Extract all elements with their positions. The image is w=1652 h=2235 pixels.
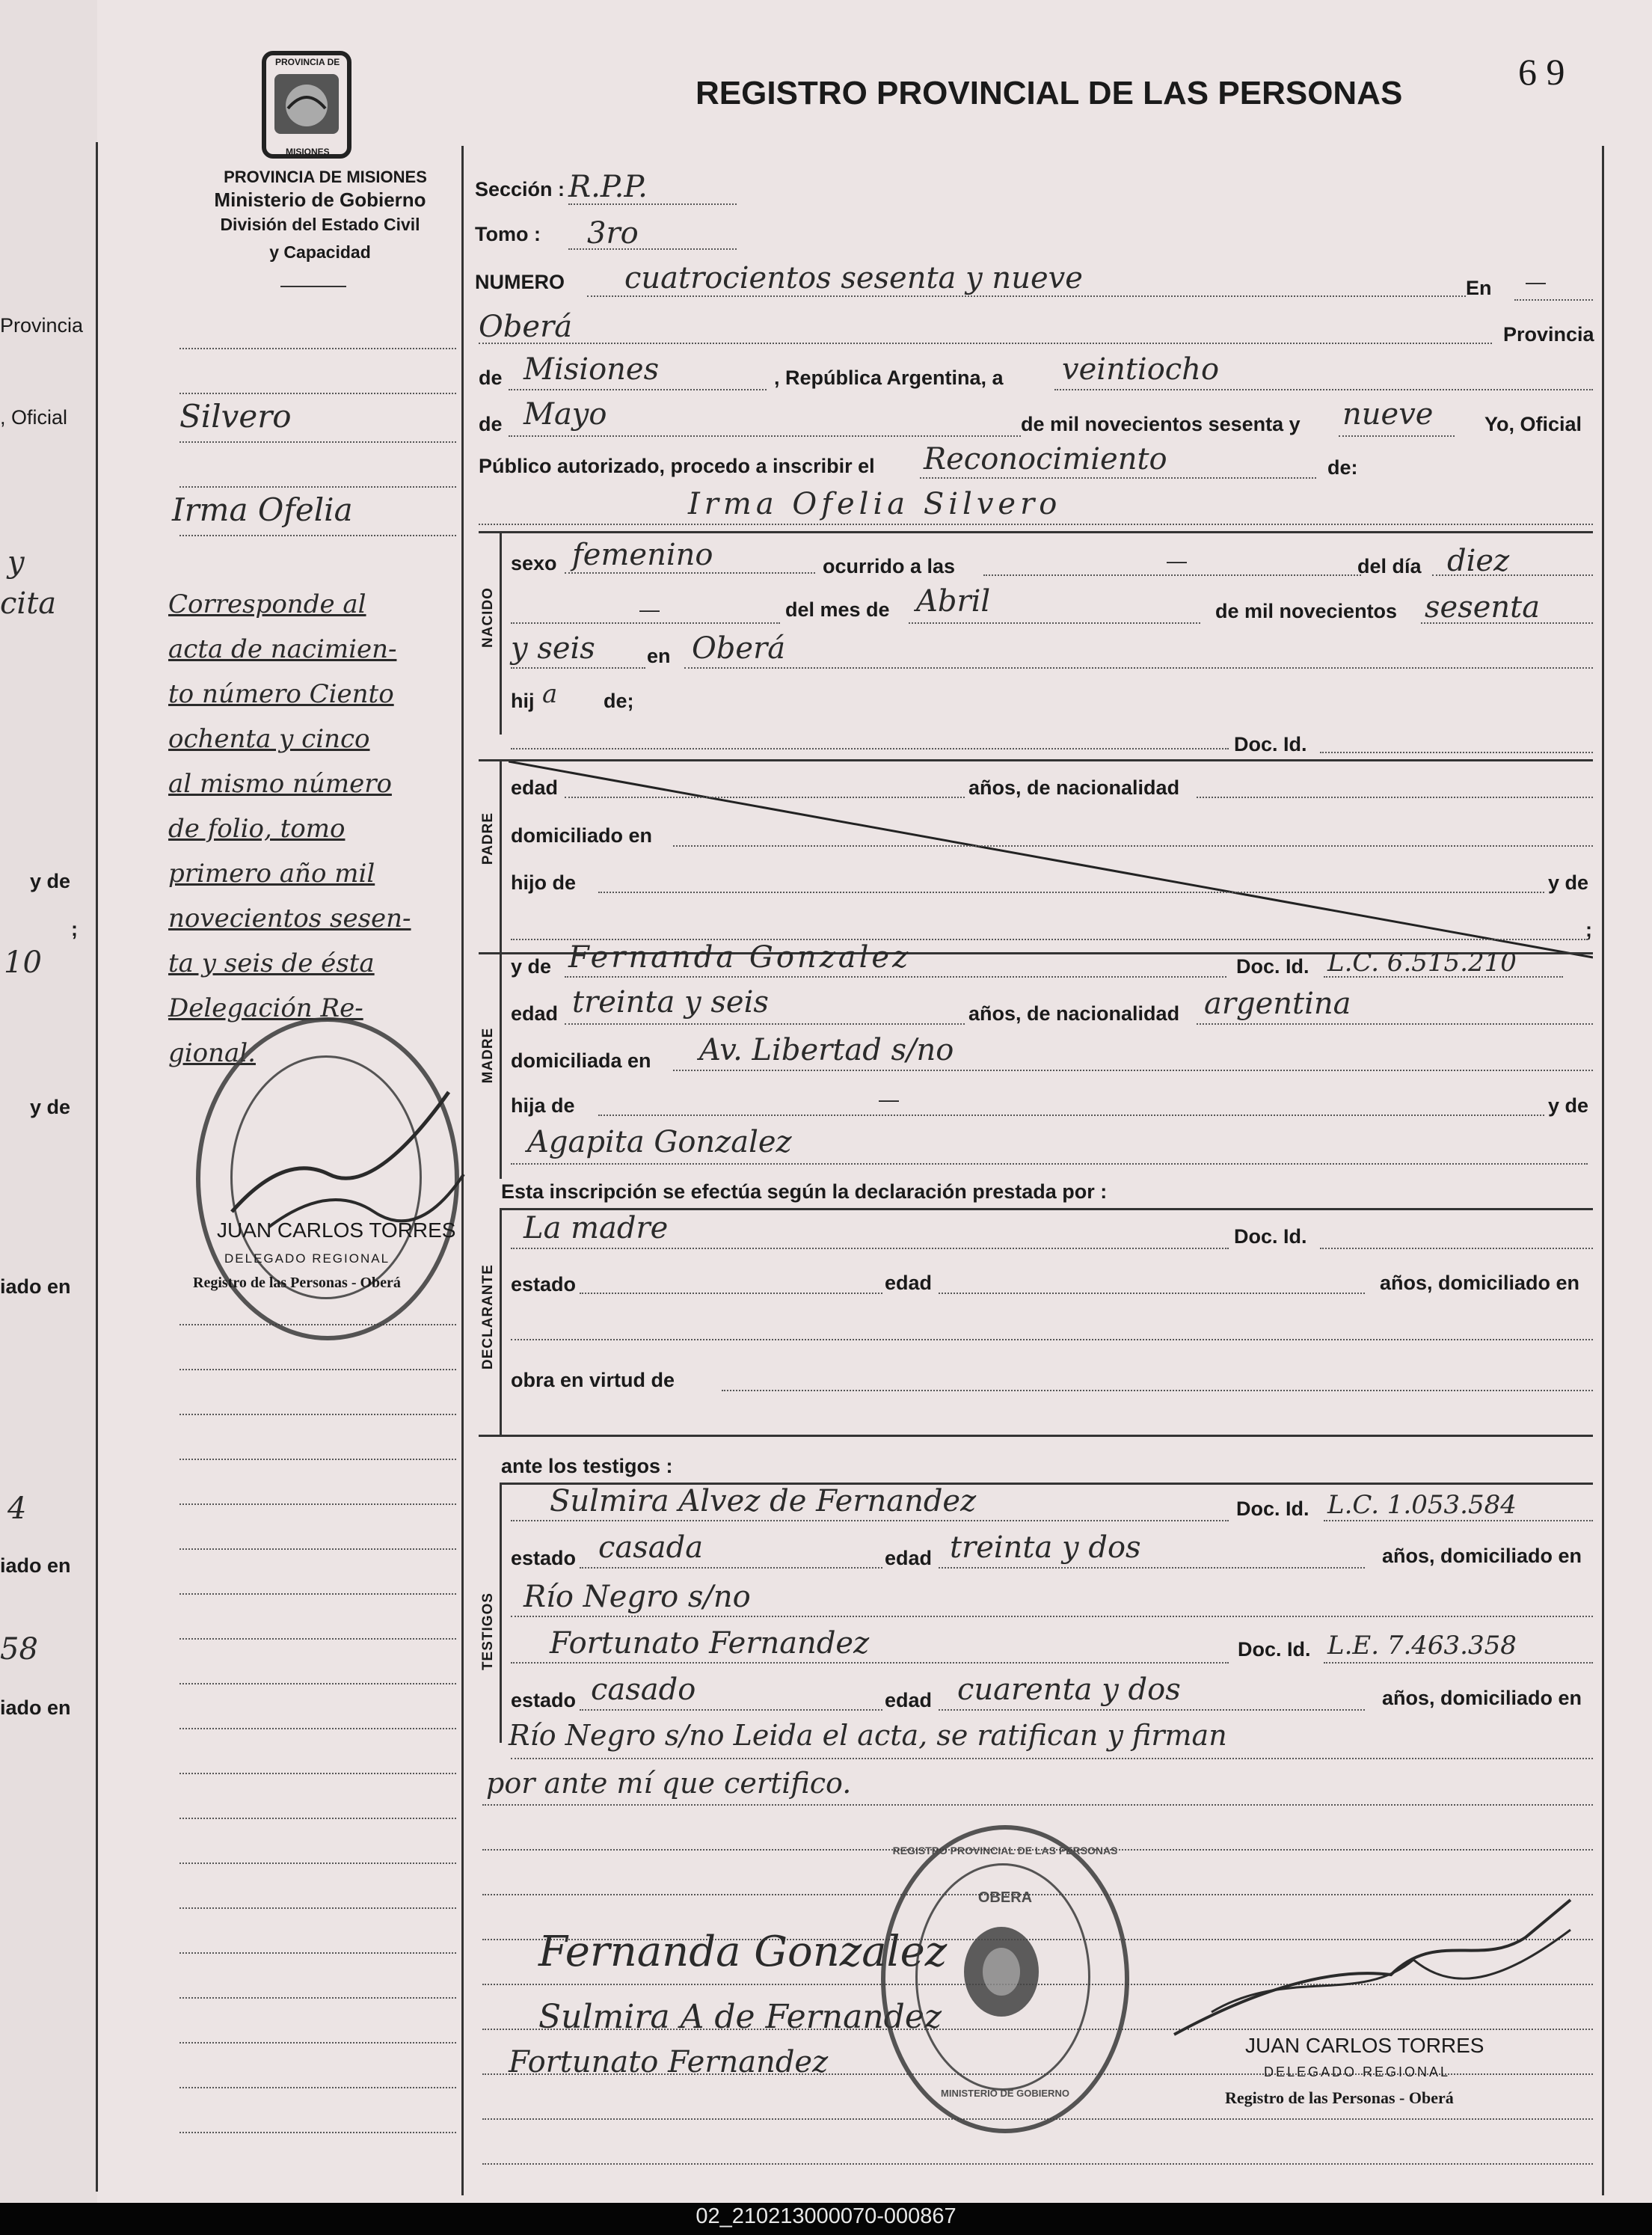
testigo-2-estado-label: estado [511, 1689, 577, 1711]
en-value: — [1526, 271, 1546, 293]
left-y-de-1: y de [30, 870, 71, 892]
org-divider [280, 286, 346, 287]
officer-name: JUAN CARLOS TORRES [1245, 2034, 1484, 2057]
org-division: División del Estado Civil [220, 215, 420, 234]
margin-given-names: Irma Ofelia [172, 491, 353, 528]
declarante-value: La madre [523, 1211, 669, 1245]
tomo-label: Tomo : [475, 223, 541, 245]
madre-edad-value: treinta y seis [572, 985, 769, 1020]
del-dia-label: del día [1357, 555, 1422, 577]
act-value: Reconocimiento [924, 442, 1167, 476]
seccion-value: R.P.P. [568, 170, 648, 204]
declarante-edad-label: edad [885, 1272, 933, 1294]
padre-semicolon: ; [1585, 919, 1592, 941]
madre-edad-label: edad [511, 1002, 559, 1025]
left-iado-3: iado en [0, 1696, 71, 1719]
birth-month-value: Abril [916, 584, 991, 619]
padre-edad-label: edad [511, 776, 559, 799]
madre-section-label: MADRE [480, 1027, 496, 1084]
nacido-en-label: en [647, 645, 671, 667]
signature-testigo-2: Fortunato Fernandez [509, 2045, 829, 2079]
document-title: REGISTRO PROVINCIAL DE LAS PERSONAS [696, 75, 1403, 111]
birth-day-value: diez [1447, 544, 1510, 578]
padre-section-label: PADRE [480, 812, 496, 865]
stamp-outer-text: REGISTRO PROVINCIAL DE LAS PERSONAS [892, 1845, 1118, 1857]
del-mes-label: del mes de [785, 598, 890, 621]
place-value: Oberá [479, 310, 573, 344]
testigo-2-edad-label: edad [885, 1689, 933, 1711]
left-provincia: Provincia [0, 314, 84, 337]
closing-line-2: por ante mí que certifico. [486, 1767, 852, 1800]
testigo-1-doc-label: Doc. Id. [1236, 1497, 1309, 1520]
testigo-1-estado-label: estado [511, 1547, 577, 1569]
testigo-1-name: Sulmira Alvez de Fernandez [550, 1484, 977, 1518]
abuela-value: Agapita Gonzalez [527, 1125, 792, 1159]
testigos-intro: ante los testigos : [501, 1455, 673, 1477]
left-iado-1: iado en [0, 1275, 71, 1298]
margin-surname: Silvero [179, 398, 292, 435]
sexo-label: sexo [511, 552, 557, 574]
month-value: Mayo [523, 397, 607, 432]
right-border-rule [1602, 146, 1604, 2195]
testigo-2-edad-value: cuarenta y dos [957, 1673, 1181, 1707]
person-name: Irma Ofelia Silvero [688, 487, 1062, 521]
nacido-dash: — [639, 598, 660, 621]
declarante-section-label: DECLARANTE [480, 1264, 496, 1370]
stamp-emblem-icon [956, 1919, 1046, 2024]
obra-label: obra en virtud de [511, 1369, 675, 1391]
birth-year-value-1: sesenta [1425, 590, 1541, 625]
seal-top-text: PROVINCIA DE [275, 57, 340, 67]
numero-value: cuatrocientos sesenta y nueve [624, 261, 1083, 295]
year-value: nueve [1342, 397, 1434, 432]
margin-officer-name: JUAN CARLOS TORRES [217, 1218, 456, 1242]
declarante-doc-label: Doc. Id. [1234, 1225, 1307, 1248]
madre-hija-value: — [879, 1088, 899, 1111]
birth-place-value: Oberá [692, 631, 786, 666]
closing-line-1: Río Negro s/no Leida el acta, se ratifican y firman [509, 1719, 1227, 1752]
stamp-bottom-text: MINISTERIO DE GOBIERNO [941, 2088, 1069, 2099]
nacido-mil-label: de mil novecientos [1215, 600, 1398, 622]
padre-anos-label: años, de nacionalidad [968, 776, 1180, 799]
org-ministry: Ministerio de Gobierno [214, 188, 426, 211]
declarante-estado-label: estado [511, 1273, 577, 1296]
padre-hijo-label: hijo de [511, 871, 576, 894]
madre-y-de-label: y de [511, 955, 552, 978]
left-cita: cita [0, 586, 57, 621]
declarante-anos-label: años, domiciliado en [1380, 1272, 1580, 1294]
stamp-inner-text: OBERA [977, 1889, 1033, 1906]
testigo-1-edad-label: edad [885, 1547, 933, 1569]
signature-madre: Fernanda Gonzalez [538, 1928, 948, 1976]
margin-officer-office: Registro de las Personas - Oberá [193, 1275, 401, 1291]
left-number-1: 10 [4, 945, 42, 980]
republica-label: , República Argentina, a [774, 367, 1004, 389]
signature-testigo-1: Sulmira A de Fernandez [538, 1998, 942, 2036]
day-value: veintiocho [1062, 352, 1220, 387]
madre-anos-label: años, de nacionalidad [968, 1002, 1180, 1025]
ocurrido-label: ocurrido a las [823, 555, 956, 577]
padre-y-de-label: y de [1548, 871, 1589, 894]
testigo-2-doc-label: Doc. Id. [1238, 1638, 1311, 1661]
margin-annotation: Corresponde al acta de nacimien- to número Ciento ochenta y cinco al mismo número de folio, tomo primero año mil novecientos sesen- ta y seis de ésta Delegación Re- gional. [168, 589, 411, 1068]
testigo-1-edad-value: treinta y dos [950, 1530, 1141, 1565]
officer-signature-icon [1167, 1885, 1585, 2057]
testigo-1-anos-label: años, domiciliado en [1382, 1545, 1582, 1567]
testigos-section-label: TESTIGOS [480, 1592, 496, 1671]
madre-nacionalidad-value: argentina [1204, 987, 1351, 1021]
provincia-value: Misiones [523, 352, 660, 387]
left-number-2: 4 [7, 1491, 27, 1526]
hijo-suffix: a [542, 679, 558, 709]
sexo-value: femenino [572, 538, 713, 572]
testigo-1-domicilio-value: Río Negro s/no [523, 1580, 751, 1614]
oficial-label: Yo, Oficial [1484, 413, 1582, 435]
provincia-label: Provincia [1503, 323, 1594, 346]
de-label: de [479, 367, 503, 389]
testigo-2-doc-value: L.E. 7.463.358 [1327, 1631, 1517, 1661]
publico-label: Público autorizado, procedo a inscribir el [479, 455, 875, 477]
de-label-3: de: [1327, 456, 1358, 479]
madre-domicilio-value: Av. Libertad s/no [699, 1033, 954, 1067]
madre-hija-label: hija de [511, 1094, 575, 1117]
officer-title: DELEGADO REGIONAL [1264, 2064, 1451, 2079]
numero-label: NUMERO [475, 271, 565, 293]
nacido-section-label: NACIDO [480, 587, 496, 648]
en-label: En [1466, 277, 1492, 299]
nacido-doc-label: Doc. Id. [1234, 733, 1307, 755]
testigo-1-doc-value: L.C. 1.053.584 [1327, 1490, 1517, 1520]
tomo-value: 3ro [587, 216, 639, 251]
seccion-label: Sección : [475, 178, 565, 200]
hour-value: — [1167, 550, 1187, 572]
testigo-1-estado-value: casada [598, 1530, 704, 1565]
declaracion-intro: Esta inscripción se efectúa según la declaración prestada por : [501, 1180, 1108, 1203]
hijo-de-label: de; [604, 690, 634, 712]
testigo-2-anos-label: años, domiciliado en [1382, 1687, 1582, 1709]
mil-label: de mil novecientos sesenta y [1021, 413, 1301, 435]
left-y: y [7, 545, 25, 580]
margin-officer-title: DELEGADO REGIONAL [224, 1251, 390, 1266]
org-capacidad: y Capacidad [269, 242, 371, 262]
org-province: PROVINCIA DE MISIONES [224, 168, 427, 186]
page-number: 6 9 [1518, 51, 1565, 93]
de-label-2: de [479, 413, 503, 435]
official-round-stamp [881, 1825, 1129, 2133]
testigo-2-name: Fortunato Fernandez [550, 1626, 870, 1661]
left-margin-rule [96, 142, 98, 2192]
birth-year-value-2: y seis [511, 631, 595, 666]
madre-domicilio-label: domiciliada en [511, 1049, 651, 1072]
madre-y-de-label-2: y de [1548, 1094, 1589, 1117]
left-number-3: 58 [0, 1632, 38, 1667]
officer-office: Registro de las Personas - Oberá [1225, 2088, 1454, 2107]
madre-doc-label: Doc. Id. [1236, 955, 1309, 978]
left-semicolon: ; [71, 918, 78, 940]
madre-name: Fernanda Gonzalez [568, 940, 912, 975]
scan-image-id: 02_210213000070-000867 [696, 2204, 956, 2228]
padre-domicilio-label: domiciliado en [511, 824, 653, 847]
left-iado-2: iado en [0, 1554, 71, 1577]
madre-doc-value: L.C. 6.515.210 [1327, 948, 1517, 978]
seal-bottom-text: MISIONES [286, 147, 330, 157]
left-y-de-2: y de [30, 1096, 71, 1118]
testigo-2-estado-value: casado [591, 1673, 696, 1707]
hijo-label: hij [511, 690, 535, 712]
left-oficial: , Oficial [0, 406, 68, 429]
